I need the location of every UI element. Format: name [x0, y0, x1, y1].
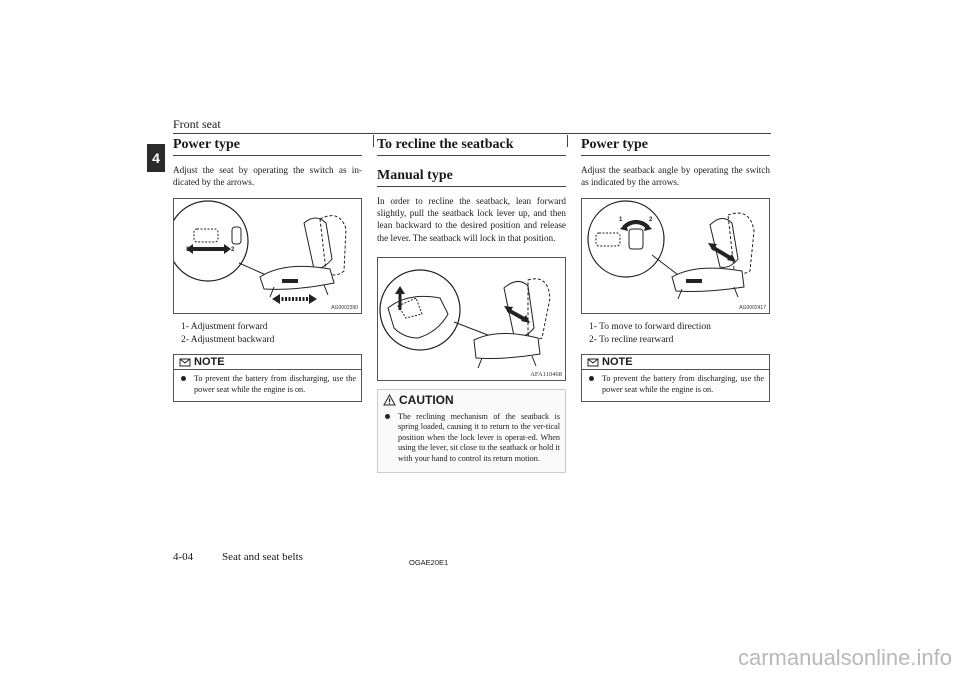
body-text: Adjust the seatback angle by operating the switch as indicated by the arrows. [581, 165, 770, 188]
figure-code: AFA110468 [530, 370, 562, 378]
body-text: Adjust the seat by operating the switch as in-dicated by the arrows. [173, 165, 362, 188]
warning-icon [383, 394, 396, 406]
note-icon [587, 357, 599, 367]
legend-item: 2- To recline rearward [589, 334, 674, 345]
note-heading: NOTE [194, 356, 225, 369]
bullet-icon [181, 376, 186, 381]
caution-box [377, 389, 566, 474]
page-number: 4-04 [173, 551, 194, 563]
header-rule [173, 133, 771, 134]
section-title: To recline the seatback [377, 137, 566, 156]
note-body [582, 370, 769, 401]
caution-body [378, 410, 565, 473]
figure-label-2: 2 [649, 217, 653, 224]
column-recline [377, 135, 566, 473]
caution-header [378, 390, 565, 410]
seat-illustration [378, 258, 565, 380]
bullet-icon [385, 414, 390, 419]
figure-label-2: 2 [231, 247, 235, 254]
document-code: OGAE20E1 [409, 558, 449, 567]
note-header [174, 355, 361, 370]
legend-item: 1- To move to forward direction [589, 322, 711, 333]
seat-illustration [582, 199, 769, 313]
watermark: carmanualsonline.info [737, 645, 952, 670]
figure-legend [589, 321, 770, 346]
figure-code: AG0002390 [331, 305, 358, 312]
legend-item: 2- Adjustment backward [181, 334, 275, 345]
caution-heading: CAUTION [399, 392, 454, 407]
bullet-icon [589, 376, 594, 381]
body-text: In order to recline the seatback, lean forward slightly, pull the seatback lock lever up, and then lean backward to the desired position and release the lever. The seatback will lock in that position. [377, 196, 566, 243]
note-heading: NOTE [602, 356, 633, 369]
recline-lever-figure [377, 257, 566, 381]
figure-label-1: 1 [619, 217, 623, 224]
column-divider [373, 135, 374, 147]
note-text: To prevent the battery from discharging, use the power seat while the engine is on. [602, 374, 764, 394]
section-title: Power type [581, 137, 770, 156]
subsection-title: Manual type [377, 168, 566, 187]
footer-section-title: Seat and seat belts [222, 551, 303, 563]
seat-slide-figure [173, 198, 362, 314]
note-icon [179, 357, 191, 367]
figure-legend [181, 321, 362, 346]
note-text: To prevent the battery from discharging, use the power seat while the engine is on. [194, 374, 356, 394]
figure-code: AG0002417 [739, 305, 766, 312]
chapter-tab: 4 [147, 144, 165, 172]
column-divider [567, 135, 568, 147]
legend-item: 1- Adjustment forward [181, 322, 268, 333]
section-title: Power type [173, 137, 362, 156]
note-header [582, 355, 769, 370]
note-body [174, 370, 361, 401]
seatback-switch-figure [581, 198, 770, 314]
figure-label-1: 1 [186, 247, 190, 254]
column-power-seat [173, 135, 362, 402]
note-box [581, 354, 770, 402]
running-header: Front seat [173, 117, 221, 131]
caution-text: The reclining mechanism of the seatback is spring loaded, causing it to return to the ver-tical position when the lock lever is operat-ed. When using the lever, sit close to the seatback or hold it with your hand to control its return motion. [398, 411, 560, 463]
note-box [173, 354, 362, 402]
column-power-recline [581, 135, 770, 402]
seat-illustration [174, 199, 361, 313]
